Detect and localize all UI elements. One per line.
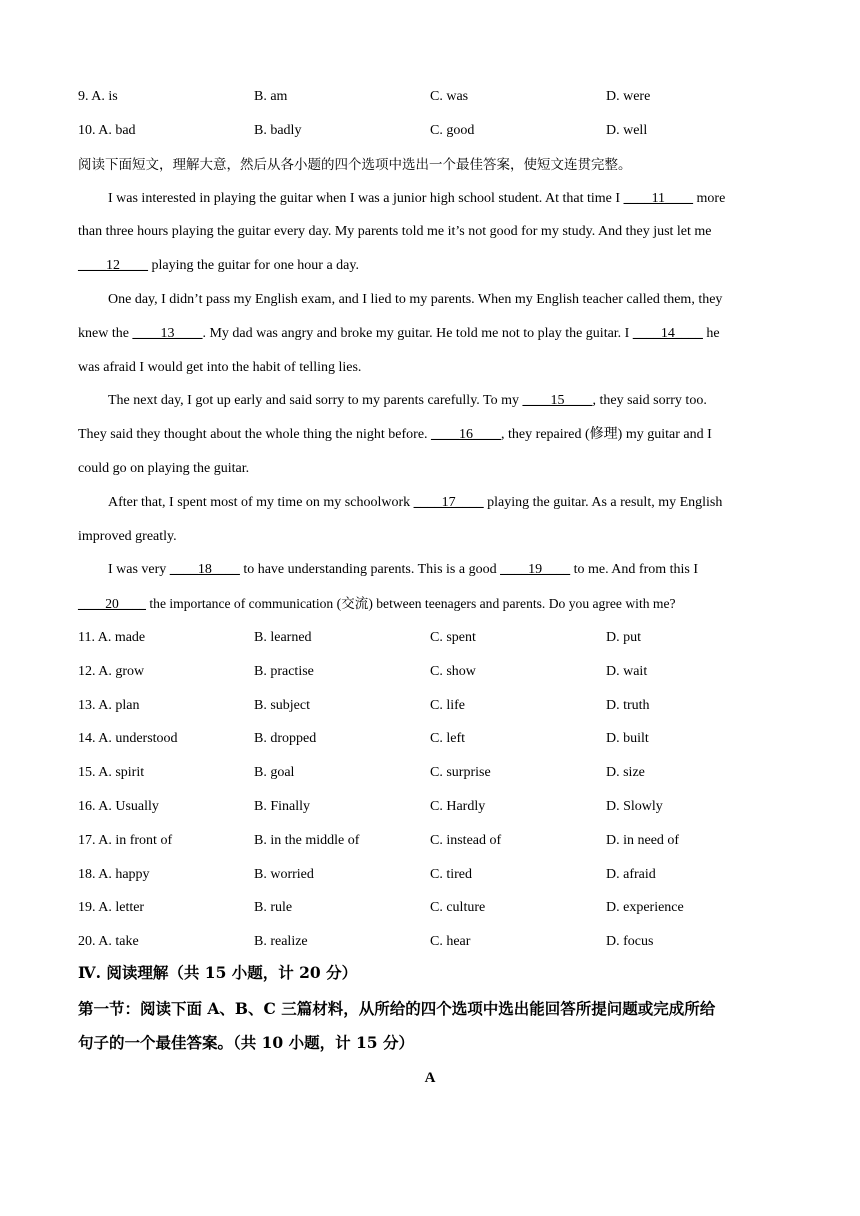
blank-17: ____17____ bbox=[413, 495, 484, 510]
passage-text: knew the bbox=[78, 326, 133, 341]
passage-text: . My dad was angry and broke my guitar. He told me not to play the guitar. I bbox=[202, 326, 633, 341]
blank-18: ____18____ bbox=[169, 562, 240, 577]
option-a: 15. A. spirit bbox=[78, 765, 145, 781]
option-a: 9. A. is bbox=[78, 89, 118, 104]
option-c: C. life bbox=[430, 697, 465, 713]
section-instruction: 句子的一个最佳答案。（共 10 小题，计 15 分） bbox=[78, 1033, 414, 1052]
option-a: 17. A. in front of bbox=[78, 832, 173, 848]
option-row bbox=[78, 797, 798, 817]
option-a: 16. A. Usually bbox=[78, 799, 159, 814]
option-row bbox=[78, 729, 798, 749]
option-row bbox=[78, 696, 798, 716]
passage-text: more bbox=[693, 191, 726, 206]
passage-line bbox=[78, 425, 778, 445]
passage-text: , they said sorry too. bbox=[592, 393, 707, 408]
passage-text: I was very bbox=[108, 562, 170, 577]
option-b: B. realize bbox=[254, 934, 308, 950]
option-row bbox=[78, 865, 798, 885]
option-d: D. Slowly bbox=[606, 799, 663, 814]
blank-19: ____19____ bbox=[500, 562, 571, 577]
passage-line bbox=[108, 189, 778, 209]
option-b: B. Finally bbox=[254, 799, 311, 814]
option-d: D. truth bbox=[606, 697, 650, 713]
passage-text: playing the guitar for one hour a day. bbox=[148, 258, 359, 273]
option-a: 14. A. understood bbox=[78, 731, 178, 747]
passage-text: to have understanding parents. This is a good bbox=[239, 562, 501, 577]
option-a: 20. A. take bbox=[78, 934, 139, 950]
passage-text: to me. And from this I bbox=[570, 562, 699, 577]
blank-14: ____14____ bbox=[632, 326, 703, 341]
option-a: 10. A. bad bbox=[78, 123, 136, 138]
option-d: D. well bbox=[606, 123, 648, 138]
option-b: B. badly bbox=[254, 123, 302, 138]
passage-text: , they repaired (修理) my guitar and I bbox=[501, 427, 712, 442]
option-b: B. learned bbox=[254, 630, 312, 645]
passage-text: They said they thought about the whole thing the night before. bbox=[78, 427, 432, 442]
option-row bbox=[78, 932, 798, 952]
option-c: C. culture bbox=[430, 900, 486, 916]
passage-text: he bbox=[702, 326, 720, 341]
section-title: Ⅳ. 阅读理解（共 15 小题，计 20 分） bbox=[78, 963, 358, 982]
passage-text: playing the guitar. As a result, my English bbox=[483, 495, 723, 510]
option-row-10 bbox=[78, 121, 798, 141]
option-c: C. instead of bbox=[430, 832, 502, 848]
option-d: D. size bbox=[606, 765, 645, 781]
passage-line bbox=[108, 560, 778, 580]
passage-line: could go on playing the guitar. bbox=[78, 461, 250, 476]
blank-13: ____13____ bbox=[132, 326, 203, 341]
option-row bbox=[78, 763, 798, 783]
option-d: D. were bbox=[606, 89, 651, 104]
option-row-9 bbox=[78, 87, 798, 107]
option-c: C. show bbox=[430, 663, 476, 679]
passage-line: improved greatly. bbox=[78, 529, 177, 544]
option-row bbox=[78, 898, 798, 918]
passage-line: was afraid I would get into the habit of telling lies. bbox=[78, 360, 362, 375]
passage-text: the importance of communication (交流) between teenagers and parents. Do you agree with me? bbox=[145, 596, 676, 611]
passage-line bbox=[78, 594, 778, 614]
blank-11: ____11____ bbox=[623, 191, 694, 206]
option-b: B. practise bbox=[254, 663, 314, 679]
option-d: D. wait bbox=[606, 663, 648, 679]
option-c: C. spent bbox=[430, 630, 476, 645]
option-row bbox=[78, 628, 798, 648]
option-c: C. hear bbox=[430, 934, 471, 950]
option-b: B. subject bbox=[254, 697, 310, 713]
passage-line bbox=[108, 493, 778, 513]
option-a: 13. A. plan bbox=[78, 697, 140, 713]
option-b: B. worried bbox=[254, 866, 314, 882]
cloze-instruction: 阅读下面短文，理解大意，然后从各小题的四个选项中选出一个最佳答案，使短文连贯完整。 bbox=[78, 157, 632, 173]
option-b: B. dropped bbox=[254, 731, 317, 747]
option-a: 19. A. letter bbox=[78, 900, 145, 916]
option-a: 11. A. made bbox=[78, 630, 146, 645]
passage-text: After that, I spent most of my time on my schoolwork bbox=[108, 495, 414, 510]
blank-20: ____20____ bbox=[78, 596, 146, 611]
option-a: 18. A. happy bbox=[78, 866, 150, 882]
passage-line bbox=[78, 256, 778, 276]
option-d: D. in need of bbox=[606, 832, 680, 848]
option-c: C. tired bbox=[430, 866, 472, 882]
option-d: D. focus bbox=[606, 934, 654, 950]
blank-15: ____15____ bbox=[522, 393, 593, 408]
passage-line bbox=[78, 324, 778, 344]
option-b: B. rule bbox=[254, 900, 293, 916]
option-b: B. in the middle of bbox=[254, 832, 360, 848]
passage-line bbox=[108, 391, 778, 411]
option-d: D. afraid bbox=[606, 866, 656, 882]
passage-label-a: A bbox=[424, 1070, 436, 1086]
passage-line: than three hours playing the guitar every day. My parents told me it’s not good for my study. And they just let me bbox=[78, 224, 712, 239]
option-c: C. surprise bbox=[430, 765, 491, 781]
option-b: B. goal bbox=[254, 765, 295, 781]
option-b: B. am bbox=[254, 89, 288, 104]
blank-16: ____16____ bbox=[431, 427, 502, 442]
option-c: C. good bbox=[430, 123, 475, 138]
passage-line: One day, I didn’t pass my English exam, and I lied to my parents. When my English teacher called them, they bbox=[108, 292, 723, 307]
option-d: D. put bbox=[606, 630, 641, 645]
option-d: D. built bbox=[606, 731, 649, 747]
option-row bbox=[78, 662, 798, 682]
section-instruction: 第一节：阅读下面 A、B、C 三篇材料，从所给的四个选项中选出能回答所提问题或完成所给 bbox=[78, 999, 716, 1018]
option-c: C. left bbox=[430, 731, 465, 747]
option-c: C. was bbox=[430, 89, 469, 104]
option-c: C. Hardly bbox=[430, 799, 486, 814]
passage-text: The next day, I got up early and said sorry to my parents carefully. To my bbox=[108, 393, 523, 408]
passage-text: I was interested in playing the guitar when I was a junior high school student. At that time I bbox=[108, 191, 624, 206]
blank-12: ____12____ bbox=[78, 258, 148, 273]
option-d: D. experience bbox=[606, 900, 684, 916]
option-a: 12. A. grow bbox=[78, 663, 145, 679]
option-row bbox=[78, 831, 798, 851]
